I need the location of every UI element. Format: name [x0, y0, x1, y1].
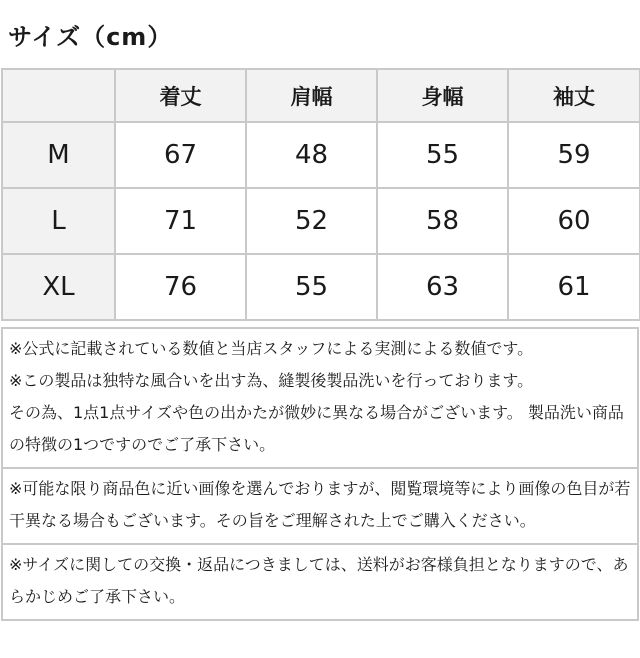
size-table	[1, 68, 640, 321]
table-cell: 55	[246, 254, 377, 320]
table-cell: 52	[246, 188, 377, 254]
column-header: 身幅	[377, 69, 508, 122]
table-cell: 58	[377, 188, 508, 254]
note-color: ※可能な限り商品色に近い画像を選んでおりますが、閲覧環境等により画像の色目が若干異なる場合もございます。その旨をご理解された上でご購入ください。	[1, 469, 639, 545]
page-title: サイズ（cm）	[8, 23, 173, 51]
notes-section	[1, 327, 639, 621]
table-cell: 63	[377, 254, 508, 320]
note-measurement: ※公式に記載されている数値と当店スタッフによる実測による数値です。 ※この製品は独特な風合いを出す為、縫製後製品洗いを行っております。 その為、1点1点サイズや色の出かたが微妙に異なる場合がございます。 製品洗い商品の特徴の1つですのでご了承下さい。	[1, 327, 639, 469]
table-cell: 48	[246, 122, 377, 188]
column-header: 肩幅	[246, 69, 377, 122]
size-label: L	[2, 188, 115, 254]
table-corner-cell	[2, 69, 115, 122]
size-label: M	[2, 122, 115, 188]
table-row	[2, 122, 640, 188]
size-label: XL	[2, 254, 115, 320]
table-row	[2, 254, 640, 320]
table-cell: 76	[115, 254, 246, 320]
note-returns: ※サイズに関しての交換・返品につきましては、送料がお客様負担となりますので、あらかじめご了承下さい。	[1, 545, 639, 621]
table-cell: 60	[508, 188, 640, 254]
column-header: 着丈	[115, 69, 246, 122]
table-header-row	[2, 69, 640, 122]
table-cell: 67	[115, 122, 246, 188]
table-row	[2, 188, 640, 254]
table-cell: 61	[508, 254, 640, 320]
table-cell: 55	[377, 122, 508, 188]
column-header: 袖丈	[508, 69, 640, 122]
table-cell: 59	[508, 122, 640, 188]
table-cell: 71	[115, 188, 246, 254]
